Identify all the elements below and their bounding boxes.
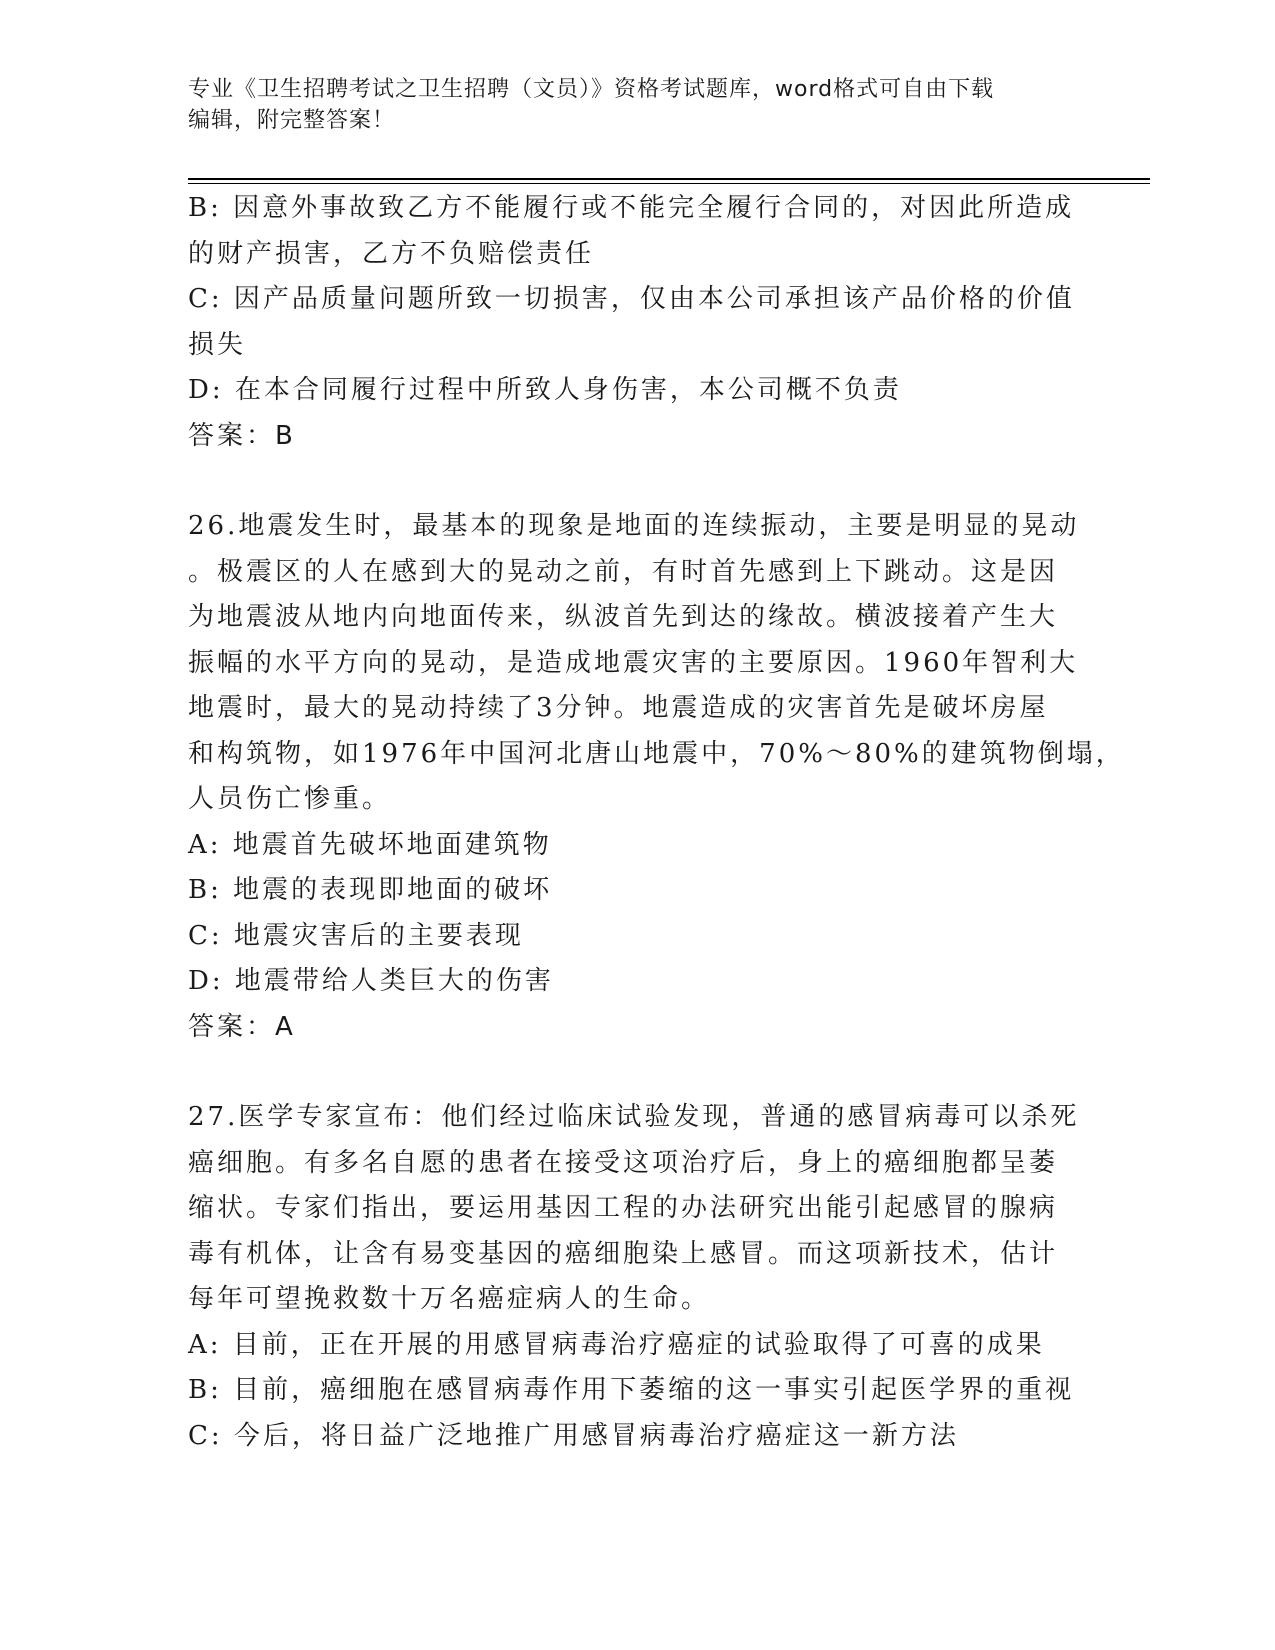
option-line: 损失 bbox=[188, 329, 247, 360]
option-line: 的财产损害，乙方不负赔偿责任 bbox=[188, 238, 595, 269]
header-line-1: 专业《卫生招聘考试之卫生招聘（文员）》资格考试题库，word格式可自由下载 bbox=[188, 77, 995, 102]
page-header bbox=[188, 74, 1068, 136]
spacer bbox=[188, 459, 1088, 504]
option-c: C: 今后，将日益广泛地推广用感冒病毒治疗癌症这一新方法 bbox=[188, 1420, 959, 1451]
stem-line: 人员伤亡惨重。 bbox=[188, 784, 392, 814]
document-body bbox=[188, 186, 1125, 1459]
option-c: C: 地震灾害后的主要表现 bbox=[188, 920, 524, 951]
stem-line: 癌细胞。有多名自愿的患者在接受这项治疗后，身上的癌细胞都呈萎 bbox=[188, 1147, 1059, 1178]
stem-line: 振幅的水平方向的晃动，是造成地震灾害的主要原因。1960年智利大 bbox=[188, 647, 1079, 678]
header-divider-thin bbox=[188, 183, 1150, 184]
stem-line: 为地震波从地内向地面传来，纵波首先到达的缘故。横波接着产生大 bbox=[188, 602, 1059, 632]
stem-line: 每年可望挽救数十万名癌症病人的生命。 bbox=[188, 1284, 711, 1314]
header-divider-thick bbox=[188, 178, 1150, 180]
option-a: A: 地震首先破坏地面建筑物 bbox=[188, 829, 552, 860]
option-a: A: 目前，正在开展的用感冒病毒治疗癌症的试验取得了可喜的成果 bbox=[188, 1329, 1045, 1360]
stem-line: 27.医学专家宣布：他们经过临床试验发现，普通的感冒病毒可以杀死 bbox=[188, 1102, 1080, 1132]
option-line: C: 因产品质量问题所致一切损害，仅由本公司承担该产品价格的价值 bbox=[188, 284, 1075, 314]
header-line-2: 编辑，附完整答案！ bbox=[188, 108, 396, 133]
answer-line: 答案：B bbox=[188, 420, 296, 451]
question-27 bbox=[188, 1095, 1088, 1459]
option-line: D: 在本合同履行过程中所致人身伤害，本公司概不负责 bbox=[188, 375, 902, 405]
option-line: B: 因意外事故致乙方不能履行或不能完全履行合同的，对因此所造成 bbox=[188, 193, 1075, 223]
question-26 bbox=[188, 504, 1125, 1050]
option-b: B: 目前，癌细胞在感冒病毒作用下萎缩的这一事实引起医学界的重视 bbox=[188, 1375, 1075, 1405]
option-b: B: 地震的表现即地面的破坏 bbox=[188, 875, 553, 905]
stem-line: 毒有机体，让含有易变基因的癌细胞染上感冒。而这项新技术，估计 bbox=[188, 1238, 1059, 1269]
stem-line: 缩状。专家们指出，要运用基因工程的办法研究出能引起感冒的腺病 bbox=[188, 1193, 1059, 1223]
answer-line: 答案：A bbox=[188, 1011, 296, 1042]
stem-line: 。极震区的人在感到大的晃动之前，有时首先感到上下跳动。这是因 bbox=[188, 556, 1059, 587]
stem-line: 和构筑物，如1976年中国河北唐山地震中，70%～80%的建筑物倒塌， bbox=[188, 738, 1125, 769]
question-25-tail bbox=[188, 186, 1088, 459]
stem-line: 地震时，最大的晃动持续了3分钟。地震造成的灾害首先是破坏房屋 bbox=[188, 693, 1049, 723]
spacer bbox=[188, 1050, 1088, 1095]
stem-line: 26.地震发生时，最基本的现象是地面的连续振动，主要是明显的晃动 bbox=[188, 511, 1080, 541]
option-d: D: 地震带给人类巨大的伤害 bbox=[188, 966, 554, 996]
